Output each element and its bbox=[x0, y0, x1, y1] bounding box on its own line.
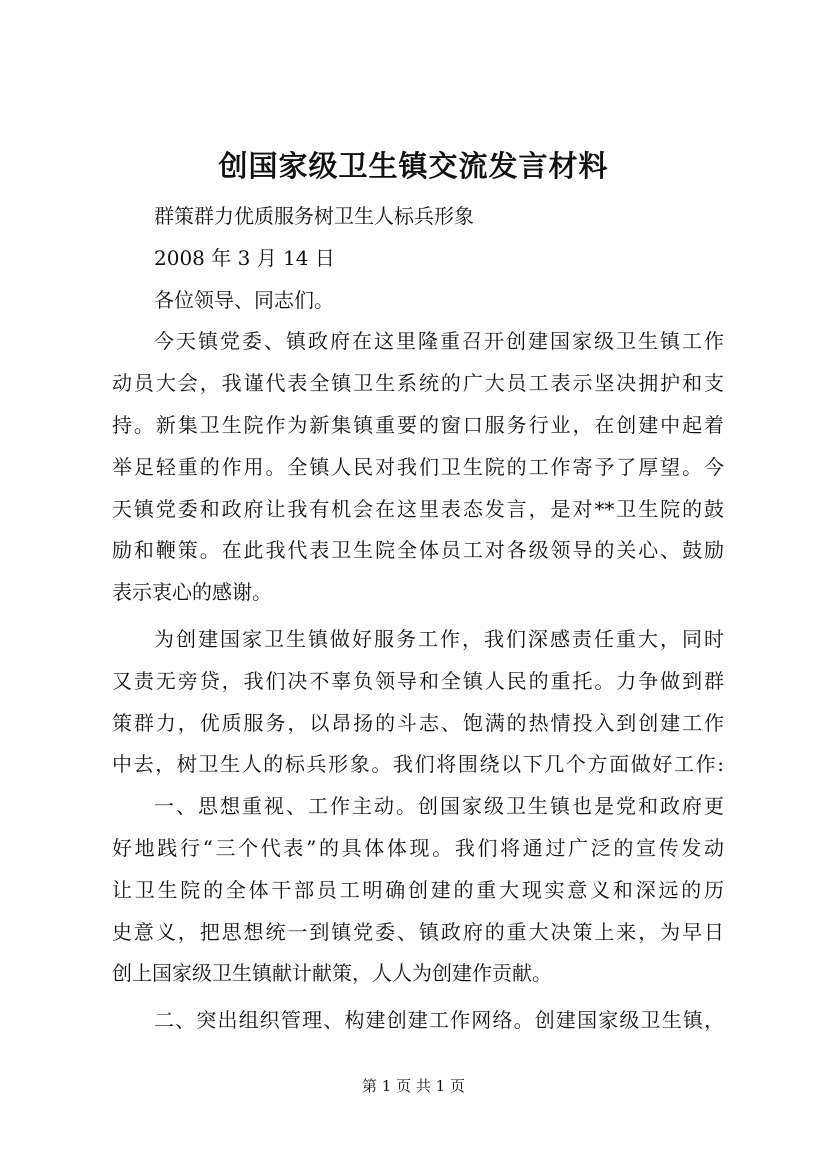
text-line: 举足轻重的作用。全镇人民对我们卫生院的工作寄予了厚望。今 bbox=[112, 454, 724, 479]
text-line: 一、思想重视、工作主动。创国家级卫生镇也是党和政府更 bbox=[154, 794, 724, 819]
text-line: 策群力，优质服务，以昂扬的斗志、饱满的热情投入到创建工作 bbox=[112, 710, 724, 735]
text-line: 群策群力优质服务树卫生人标兵形象 bbox=[154, 204, 474, 228]
text-line: 各位领导、同志们。 bbox=[154, 287, 334, 312]
text-line: 持。新集卫生院作为新集镇重要的窗口服务行业，在创建中起着 bbox=[112, 412, 724, 437]
text-line: 又责无旁贷，我们决不辜负领导和全镇人民的重托。力争做到群 bbox=[112, 668, 724, 693]
text-line: 二、突出组织管理、构建创建工作网络。创建国家级卫生镇， bbox=[154, 1008, 724, 1033]
text-line: 史意义，把思想统一到镇党委、镇政府的重大决策上来，为早日 bbox=[112, 919, 724, 944]
text-line: 表示衷心的感谢。 bbox=[112, 580, 272, 605]
document-body bbox=[112, 196, 724, 1042]
text-line: 中去，树卫生人的标兵形象。我们将围绕以下几个方面做好工作: bbox=[112, 752, 724, 777]
text-line: 天镇党委和政府让我有机会在这里表态发言，是对**卫生院的鼓 bbox=[112, 496, 724, 521]
text-line: 动员大会，我谨代表全镇卫生系统的广大员工表示坚决拥护和支 bbox=[112, 371, 724, 396]
page-footer: 第 1 页 共 1 页 bbox=[362, 1077, 465, 1095]
document-title: 创国家级卫生镇交流发言材料 bbox=[218, 149, 609, 183]
text-line: 创上国家级卫生镇献计献策，人人为创建作贡献。 bbox=[112, 961, 552, 986]
text-line: 好地践行“三个代表”的具体体现。我们将通过广泛的宣传发动 bbox=[112, 835, 724, 860]
text-line: 2008 年 3 月 14 日 bbox=[154, 245, 335, 270]
text-line: 为创建国家卫生镇做好服务工作，我们深感责任重大，同时 bbox=[154, 626, 724, 651]
text-line: 让卫生院的全体干部员工明确创建的重大现实意义和深远的历 bbox=[112, 877, 724, 902]
text-line: 今天镇党委、镇政府在这里隆重召开创建国家级卫生镇工作 bbox=[154, 329, 724, 354]
text-line: 励和鞭策。在此我代表卫生院全体员工对各级领导的关心、鼓励 bbox=[112, 538, 724, 563]
